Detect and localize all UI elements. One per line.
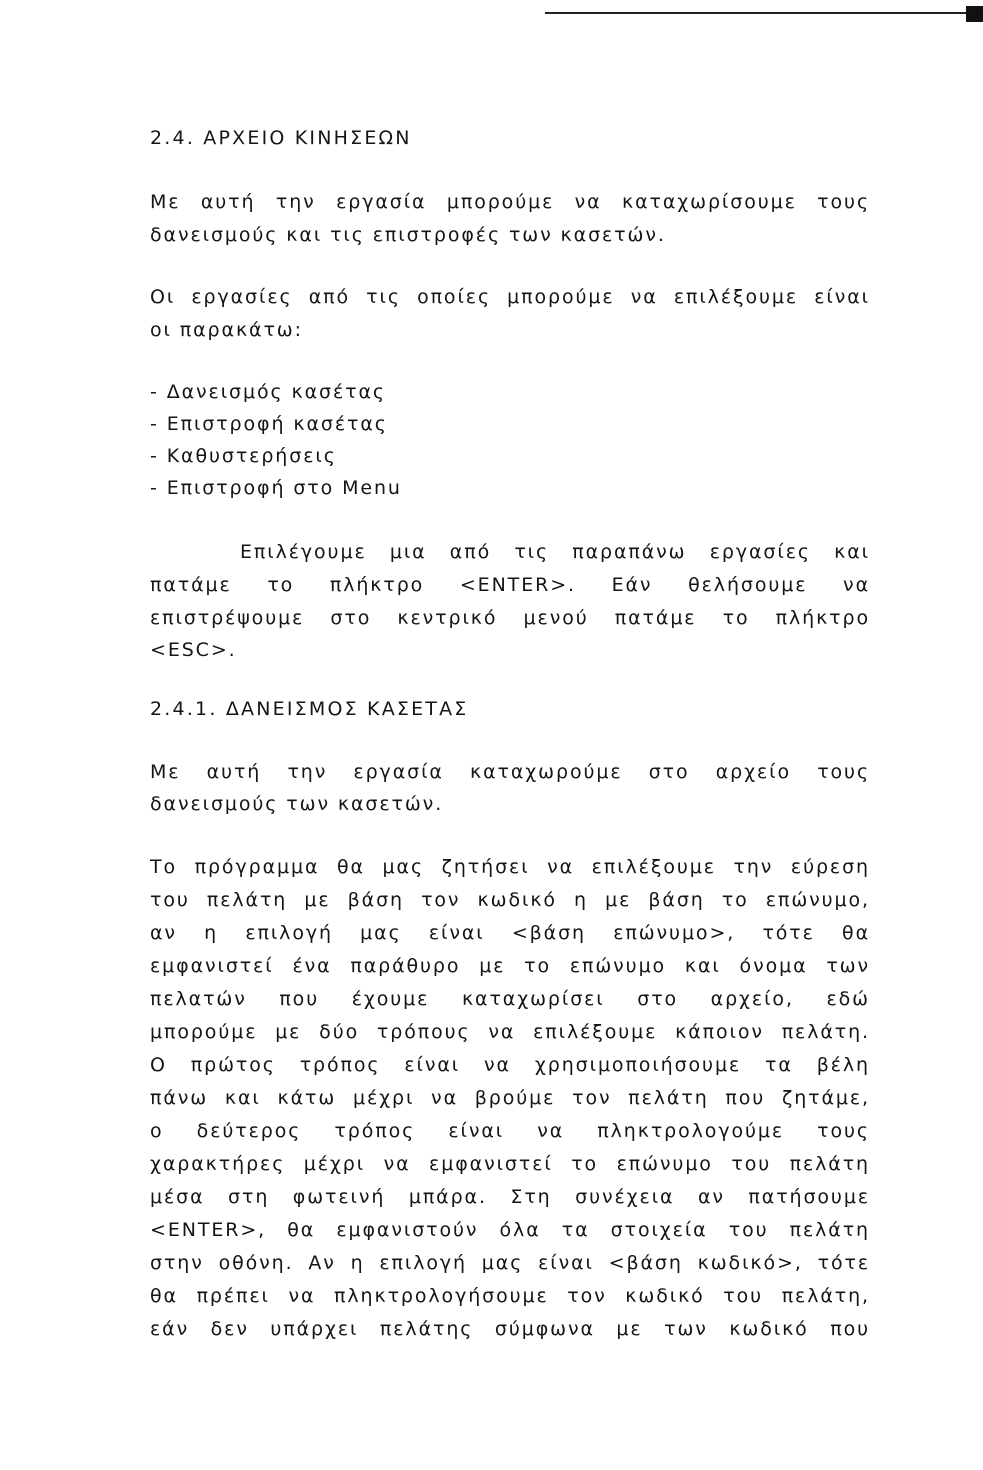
option-item-2: - Επιστροφή κασέτας [150,413,388,435]
instructions-line-4: <ESC>. [150,639,237,661]
instructions-line-2: πατάμε το πλήκτρο <ENTER>. Εάν θελήσουμε να [150,574,870,596]
body-line-2: του πελάτη με βάση τον κωδικό η με βάση το επώνυμο, [150,889,870,911]
intro-line-1: Με αυτή την εργασία μπορούμε να καταχωρίσουμε τους [150,191,870,213]
body-line-9: ο δεύτερος τρόπος είναι να πληκτρολογούμε τους [150,1120,870,1142]
subsection-title: 2.4.1. ΔΑΝΕΙΣΜΟΣ ΚΑΣΕΤΑΣ [150,698,469,720]
section-title: 2.4. ΑΡΧΕΙΟ ΚΙΝΗΣΕΩΝ [150,127,412,149]
instructions-line-3: επιστρέψουμε στο κεντρικό μενού πατάμε το πλήκτρο [150,607,870,629]
body-line-12: <ENTER>, θα εμφανιστούν όλα τα στοιχεία του πελάτη [150,1219,870,1241]
sub-intro-line-2: δανεισμούς των κασετών. [150,793,444,815]
body-line-3: αν η επιλογή μας είναι <βάση επώνυμο>, τότε θα [150,922,870,944]
option-item-4: - Επιστροφή στο Menu [150,477,402,499]
body-line-1: Το πρόγραμμα θα μας ζητήσει να επιλέξουμε την εύρεση [150,856,870,878]
body-line-15: εάν δεν υπάρχει πελάτης σύμφωνα με των κωδικό που [150,1318,870,1340]
instructions-line-1: Επιλέγουμε μια από τις παραπάνω εργασίες και [240,541,870,563]
options-intro-line-2: οι παρακάτω: [150,319,303,341]
body-line-13: στην οθόνη. Αν η επιλογή μας είναι <βάση κωδικό>, τότε [150,1252,870,1274]
option-item-1: - Δανεισμός κασέτας [150,381,386,403]
body-line-8: πάνω και κάτω μέχρι να βρούμε τον πελάτη που ζητάμε, [150,1087,870,1109]
sub-intro-line-1: Με αυτή την εργασία καταχωρούμε στο αρχείο τους [150,761,870,783]
body-line-7: Ο πρώτος τρόπος είναι να χρησιμοποιήσουμε τα βέλη [150,1054,870,1076]
body-line-10: χαρακτήρες μέχρι να εμφανιστεί το επώνυμο του πελάτη [150,1153,870,1175]
body-line-6: μπορούμε με δύο τρόπους να επιλέξουμε κάποιον πελάτη. [150,1021,870,1043]
option-item-3: - Καθυστερήσεις [150,445,337,467]
intro-line-2: δανεισμούς και τις επιστροφές των κασετών. [150,224,666,246]
options-intro-line-1: Οι εργασίες από τις οποίες μπορούμε να επιλέξουμε είναι [150,286,870,308]
body-line-5: πελατών που έχουμε καταχωρίσει στο αρχείο, εδώ [150,988,870,1010]
body-line-4: εμφανιστεί ένα παράθυρο με το επώνυμο και όνομα των [150,955,870,977]
body-line-14: θα πρέπει να πληκτρολογήσουμε τον κωδικό του πελάτη, [150,1285,870,1307]
body-line-11: μέσα στη φωτεινή μπάρα. Στη συνέχεια αν πατήσουμε [150,1186,870,1208]
